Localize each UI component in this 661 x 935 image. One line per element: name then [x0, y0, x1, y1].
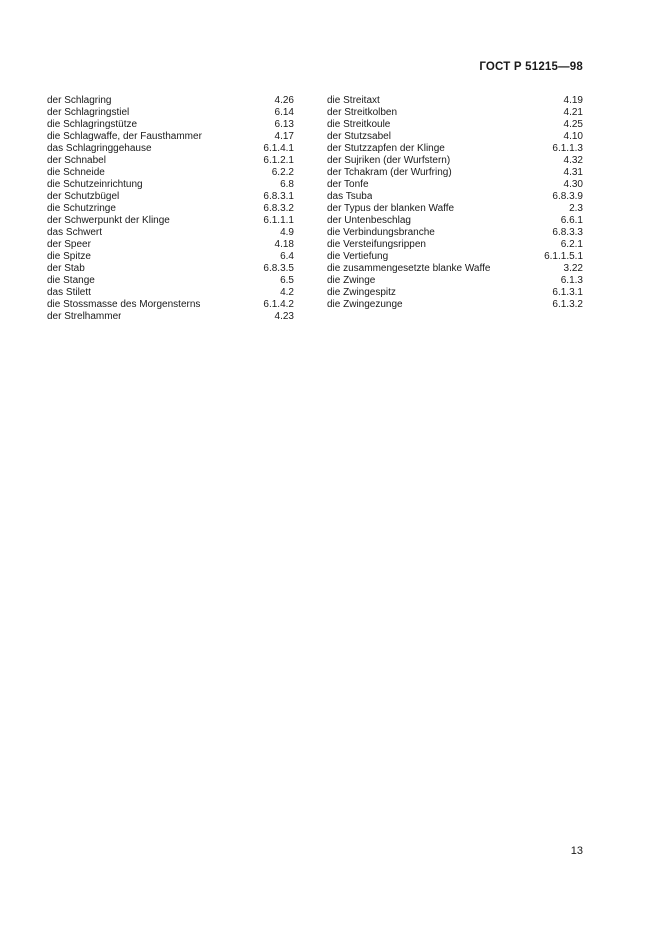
index-term: der Schnabel: [47, 155, 106, 166]
index-ref: 6.13: [274, 119, 294, 130]
index-row: [47, 107, 294, 119]
index-ref: 6.2.1: [560, 239, 583, 250]
index-ref: 6.8.3.3: [552, 227, 583, 238]
index-term: der Schutzbügel: [47, 191, 120, 202]
index-row: [327, 299, 583, 311]
index-term: die Verbindungsbranche: [327, 227, 435, 238]
index-term: die Zwinge: [327, 275, 376, 286]
index-ref: 4.32: [563, 155, 583, 166]
index-row: [47, 131, 294, 143]
index-ref: 2.3: [569, 203, 583, 214]
index-ref: 4.21: [563, 107, 583, 118]
index-term: die Streitaxt: [327, 95, 380, 106]
index-row: [47, 119, 294, 131]
index-ref: 4.31: [563, 167, 583, 178]
index-term: die zusammengesetzte blanke Waffe: [327, 263, 491, 274]
index-term: der Stutzzapfen der Klinge: [327, 143, 445, 154]
index-ref: 4.2: [280, 287, 294, 298]
index-ref: 6.1.3: [560, 275, 583, 286]
index-ref: 6.4: [280, 251, 294, 262]
index-row: [47, 251, 294, 263]
index-ref: 4.25: [563, 119, 583, 130]
index-ref: 4.26: [274, 95, 294, 106]
index-row: [47, 191, 294, 203]
index-term: die Vertiefung: [327, 251, 389, 262]
index-row: [47, 299, 294, 311]
index-term: die Schlagwaffe, der Fausthammer: [47, 131, 202, 142]
index-term: der Sujriken (der Wurfstern): [327, 155, 451, 166]
index-term: das Schwert: [47, 227, 103, 238]
index-row: [47, 155, 294, 167]
index-ref: 4.19: [563, 95, 583, 106]
index-term: der Schlagring: [47, 95, 112, 106]
index-ref: 6.1.3.2: [552, 299, 583, 310]
index-row: [47, 239, 294, 251]
index-term: die Schutzringe: [47, 203, 116, 214]
index-row: [47, 287, 294, 299]
index-ref: 6.8.3.1: [263, 191, 294, 202]
document-code: ГОСТ Р 51215—98: [479, 61, 583, 73]
index-term: der Strelhammer: [47, 311, 122, 322]
index-ref: 6.1.1.1: [263, 215, 294, 226]
index-ref: 3.22: [563, 263, 583, 274]
index-row: [327, 119, 583, 131]
index-term: die Streitkoule: [327, 119, 391, 130]
index-term: das Tsuba: [327, 191, 373, 202]
index-ref: 6.1.4.2: [263, 299, 294, 310]
index-row: [327, 239, 583, 251]
index-row: [47, 227, 294, 239]
index-row: [327, 215, 583, 227]
index-row: [327, 251, 583, 263]
index-ref: 6.8: [280, 179, 294, 190]
index-term: der Schlagringstiel: [47, 107, 130, 118]
index-row: [327, 131, 583, 143]
index-row: [327, 263, 583, 275]
index-ref: 6.2.2: [271, 167, 294, 178]
index-row: [327, 275, 583, 287]
index-column-left: [47, 95, 294, 323]
index-term: der Tchakram (der Wurfring): [327, 167, 452, 178]
index-column-right: [327, 95, 583, 311]
index-term: die Zwingezunge: [327, 299, 403, 310]
index-ref: 4.10: [563, 131, 583, 142]
index-term: der Tonfe: [327, 179, 369, 190]
index-ref: 6.1.2.1: [263, 155, 294, 166]
index-row: [47, 143, 294, 155]
index-row: [327, 155, 583, 167]
index-row: [327, 203, 583, 215]
index-row: [47, 95, 294, 107]
index-term: der Typus der blanken Waffe: [327, 203, 455, 214]
index-ref: 4.17: [274, 131, 294, 142]
index-term: die Zwingespitz: [327, 287, 396, 298]
index-term: der Untenbeschlag: [327, 215, 411, 226]
index-ref: 4.30: [563, 179, 583, 190]
index-row: [47, 215, 294, 227]
index-ref: 6.1.4.1: [263, 143, 294, 154]
index-ref: 6.1.1.3: [552, 143, 583, 154]
index-row: [327, 143, 583, 155]
index-term: die Spitze: [47, 251, 91, 262]
index-term: der Stutzsabel: [327, 131, 391, 142]
index-term: die Schutzeinrichtung: [47, 179, 143, 190]
index-row: [327, 287, 583, 299]
index-ref: 6.1.1.5.1: [544, 251, 583, 262]
index-row: [327, 107, 583, 119]
index-ref: 6.8.3.9: [552, 191, 583, 202]
index-row: [47, 179, 294, 191]
index-term: der Streitkolben: [327, 107, 398, 118]
index-row: [327, 179, 583, 191]
page-number: 13: [570, 845, 583, 857]
index-row: [47, 311, 294, 323]
index-term: die Schneide: [47, 167, 105, 178]
index-term: das Stilett: [47, 287, 91, 298]
index-ref: 6.14: [274, 107, 294, 118]
index-row: [47, 263, 294, 275]
index-ref: 6.1.3.1: [552, 287, 583, 298]
index-term: die Stange: [47, 275, 95, 286]
index-ref: 6.6.1: [560, 215, 583, 226]
index-row: [327, 191, 583, 203]
index-row: [47, 167, 294, 179]
index-ref: 6.8.3.5: [263, 263, 294, 274]
index-term: die Versteifungsrippen: [327, 239, 426, 250]
index-ref: 4.9: [280, 227, 294, 238]
index-term: die Schlagringstütze: [47, 119, 138, 130]
index-ref: 6.8.3.2: [263, 203, 294, 214]
index-term: der Schwerpunkt der Klinge: [47, 215, 170, 226]
index-term: die Stossmasse des Morgensterns: [47, 299, 201, 310]
index-ref: 4.18: [274, 239, 294, 250]
index-row: [47, 203, 294, 215]
index-term: der Speer: [47, 239, 91, 250]
index-row: [327, 167, 583, 179]
index-row: [47, 275, 294, 287]
index-term: der Stab: [47, 263, 85, 274]
index-ref: 6.5: [280, 275, 294, 286]
index-term: das Schlagringgehause: [47, 143, 152, 154]
index-ref: 4.23: [274, 311, 294, 322]
index-row: [327, 95, 583, 107]
index-row: [327, 227, 583, 239]
